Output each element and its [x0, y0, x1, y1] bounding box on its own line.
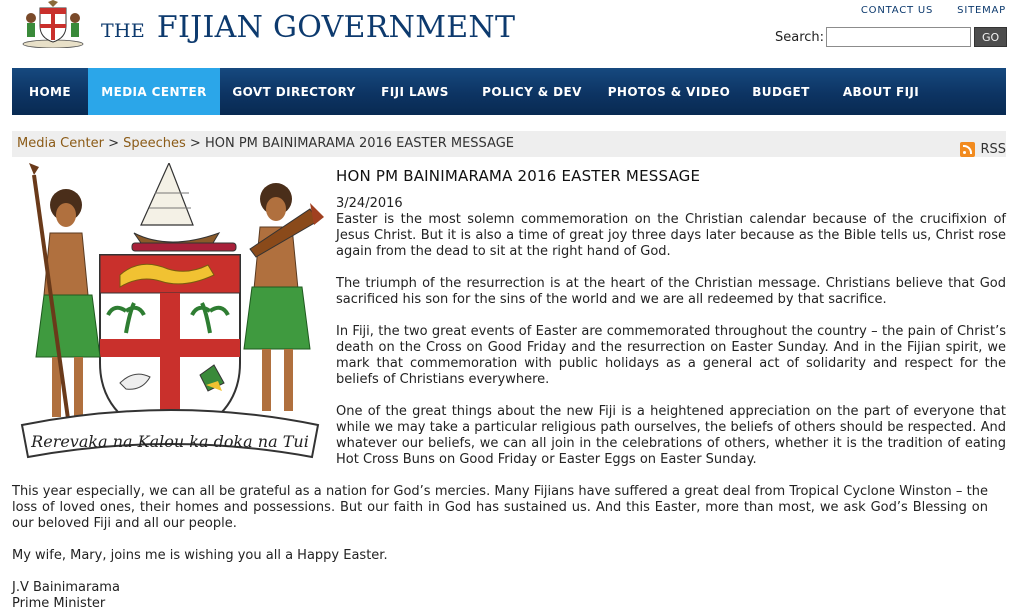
- utility-links: [861, 5, 1006, 16]
- nav-item-fiji-laws[interactable]: FIJI LAWS: [381, 84, 449, 99]
- breadcrumb-speeches-link[interactable]: Speeches: [123, 136, 186, 151]
- breadcrumb-separator: >: [103, 136, 124, 151]
- coat-of-arms-image: [14, 163, 326, 471]
- article-title: HON PM BAINIMARAMA 2016 EASTER MESSAGE: [336, 167, 701, 185]
- article-paragraph: One of the great things about the new Fiji is a heightened appreciation on the part of everyone that while we may take a particular religious path ourselves, the beliefs of others should be respected. And whatever our beliefs, we can all join in the celebrations of others, whether it is the tradition of eating Hot Cross Buns on Good Friday or Easter Eggs on Easter Sunday.: [336, 404, 1006, 467]
- site-title[interactable]: [101, 10, 515, 45]
- nav-item-home[interactable]: HOME: [29, 84, 71, 99]
- article-paragraph: The triumph of the resurrection is at the heart of the Christian message. Christians believe that God sacrificed his son for the sins of the world and we are all redeemed by that sacrifice.: [336, 276, 1006, 307]
- breadcrumb: [17, 136, 514, 151]
- rss-label: RSS: [980, 142, 1006, 157]
- nav-item-about-fiji[interactable]: ABOUT FIJI: [842, 84, 920, 99]
- article-paragraph: Easter is the most solemn commemoration on the Christian calendar because of the crucifixion of Jesus Christ. But it is also a time of great joy three days later because as the Bible tells us, Christ rose again from the dead to sit at the right hand of God.: [336, 212, 1006, 259]
- signature-name: J.V Bainimarama: [12, 580, 120, 595]
- nav-item-govt-directory[interactable]: GOVT DIRECTORY: [232, 84, 356, 99]
- site-title-prefix: THE: [101, 20, 146, 42]
- breadcrumb-current: HON PM BAINIMARAMA 2016 EASTER MESSAGE: [204, 136, 514, 151]
- article-paragraph: My wife, Mary, joins me is wishing you all a Happy Easter.: [12, 548, 388, 563]
- fiji-coat-of-arms-logo: [18, 0, 88, 48]
- signature-role: Prime Minister: [12, 596, 106, 611]
- search-label: Search:: [775, 29, 825, 45]
- contact-us-link[interactable]: CONTACT US: [860, 5, 934, 16]
- breadcrumb-bar: [12, 131, 1006, 157]
- search-form: [775, 27, 1007, 47]
- article-date: 3/24/2016: [336, 196, 403, 211]
- search-go-button[interactable]: GO: [974, 27, 1007, 47]
- nav-item-media-center[interactable]: MEDIA CENTER: [88, 68, 220, 115]
- article-paragraph: This year especially, we can all be grateful as a nation for God’s mercies. Many Fijians have suffered a great deal from Tropical Cyclone Winston – the loss of loved ones, their homes and possessions. But our faith in God has sustained us. And this Easter, more than most, we ask God’s Blessing on our beloved Fiji and all our people.: [12, 484, 988, 531]
- sitemap-link[interactable]: SITEMAP: [957, 5, 1006, 16]
- rss-icon: [960, 142, 975, 157]
- nav-item-budget[interactable]: BUDGET: [752, 84, 810, 99]
- nav-item-policy-dev[interactable]: POLICY & DEV: [482, 84, 582, 99]
- breadcrumb-media-center-link[interactable]: Media Center: [17, 136, 104, 151]
- nav-item-photos-video[interactable]: PHOTOS & VIDEO: [607, 84, 731, 99]
- site-title-main: FIJIAN GOVERNMENT: [156, 10, 516, 45]
- coat-of-arms-motto: Rerevaka na Kalou ka doka na Tui: [31, 432, 309, 451]
- rss-link[interactable]: [960, 142, 1006, 157]
- main-nav: [12, 68, 1006, 115]
- article-paragraph: In Fiji, the two great events of Easter are commemorated throughout the country – the pain of Christ’s death on the Cross on Good Friday and the resurrection on Easter Sunday. And in the Fijian spirit, we mark that commemoration with public holidays as a general act of solidarity and respect for the beliefs of Christians everywhere.: [336, 324, 1006, 387]
- breadcrumb-separator: >: [185, 136, 205, 151]
- search-input[interactable]: [826, 27, 971, 47]
